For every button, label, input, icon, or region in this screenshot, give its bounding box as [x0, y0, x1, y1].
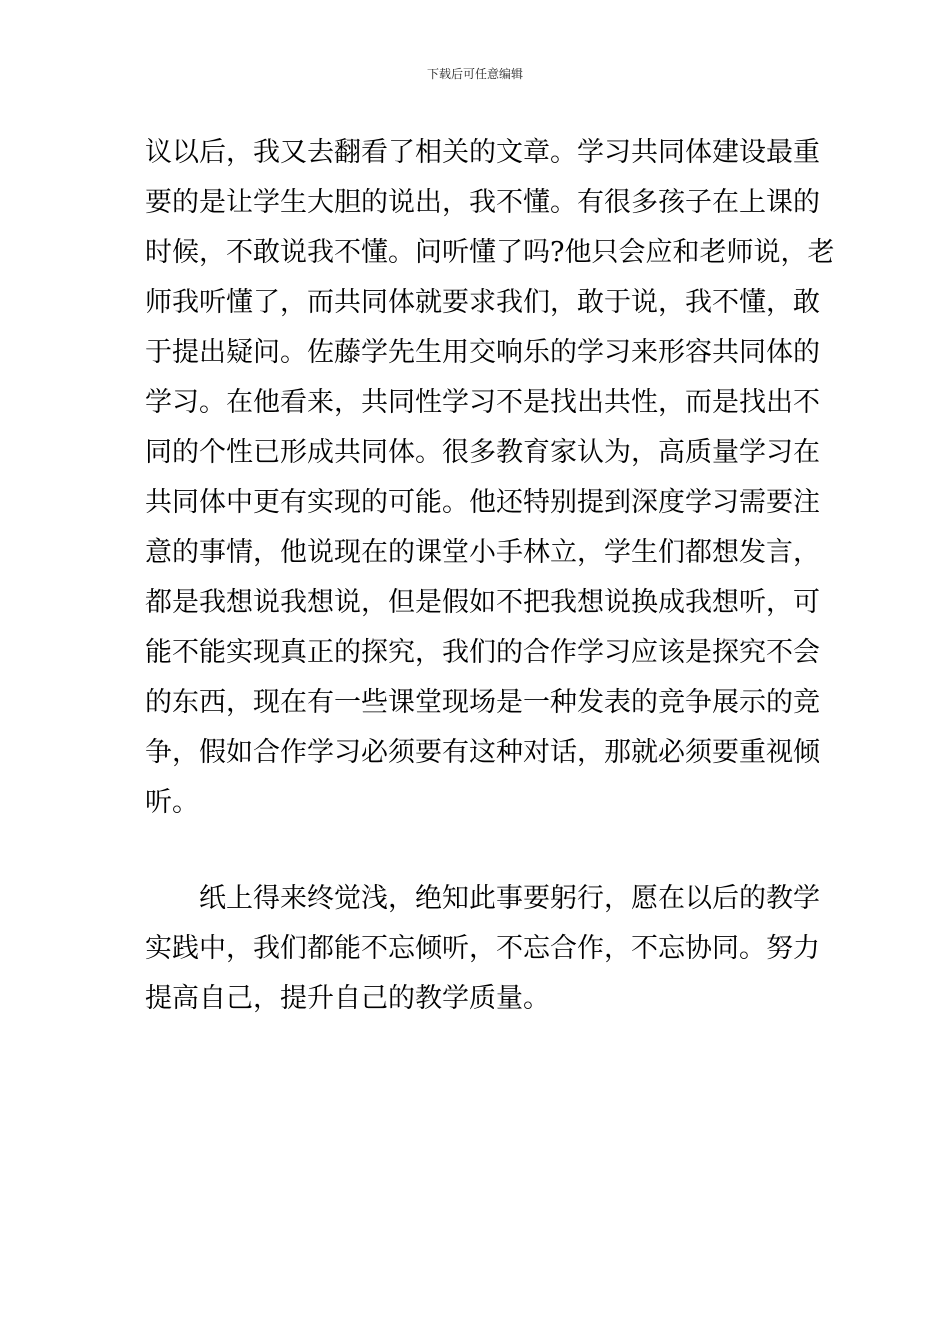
text-line: 纸上得来终觉浅，绝知此事要躬行，愿在以后的教学 [199, 883, 820, 914]
text-line: 要的是让学生大胆的说出，我不懂。有很多孩子在上课的 [145, 187, 820, 218]
text-line: 意的事情，他说现在的课堂小手林立，学生们都想发言， [145, 537, 820, 568]
page-header: 下载后可任意编辑 [426, 67, 523, 81]
text-line: 议以后，我又去翻看了相关的文章。学习共同体建设最重 [145, 137, 820, 168]
text-line: 提高自己，提升自己的教学质量。 [145, 983, 550, 1014]
text-line: 于提出疑问。佐藤学先生用交响乐的学习来形容共同体的 [145, 337, 820, 368]
text-line: 的东西，现在有一些课堂现场是一种发表的竞争展示的竞 [145, 687, 820, 718]
text-line: 共同体中更有实现的可能。他还特别提到深度学习需要注 [145, 487, 820, 518]
text-line: 能不能实现真正的探究，我们的合作学习应该是探究不会 [145, 637, 820, 668]
text-line: 时候，不敢说我不懂。问听懂了吗?他只会应和老师说，老 [145, 237, 835, 268]
text-line: 师我听懂了，而共同体就要求我们，敢于说，我不懂，敢 [145, 287, 820, 318]
paragraph-1 [145, 128, 835, 828]
text-line: 都是我想说我想说，但是假如不把我想说换成我想听，可 [145, 587, 820, 618]
text-line: 同的个性已形成共同体。很多教育家认为，高质量学习在 [145, 437, 820, 468]
paragraph-2 [145, 874, 820, 1024]
text-line: 争，假如合作学习必须要有这种对话，那就必须要重视倾 [145, 737, 820, 768]
text-line: 听。 [145, 787, 199, 818]
text-line: 学习。在他看来，共同性学习不是找出共性，而是找出不 [145, 387, 820, 418]
text-line: 实践中，我们都能不忘倾听，不忘合作，不忘协同。努力 [145, 933, 820, 964]
